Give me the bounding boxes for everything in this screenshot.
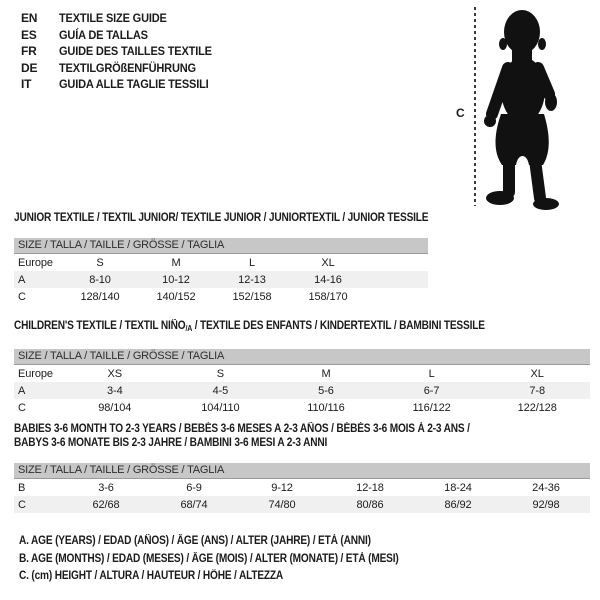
size-cell: M bbox=[171, 256, 181, 269]
value-cell: 158/170 bbox=[308, 290, 348, 303]
language-title: GUIDE DES TAILLES TEXTILE bbox=[59, 44, 212, 58]
value-cell: 12-18 bbox=[356, 481, 384, 494]
size-cell: M bbox=[321, 367, 331, 380]
height-measure-label: C bbox=[456, 106, 465, 120]
value-cell: 140/152 bbox=[156, 290, 196, 303]
language-title: GUÍA DE TALLAS bbox=[59, 27, 148, 42]
language-list bbox=[21, 10, 225, 93]
table-row bbox=[14, 365, 590, 382]
value-cell: 92/98 bbox=[532, 498, 560, 511]
value-cell: 80/86 bbox=[356, 498, 384, 511]
junior-table bbox=[14, 254, 428, 305]
table-row bbox=[14, 254, 428, 271]
value-cell: 6-9 bbox=[186, 481, 202, 494]
table-row bbox=[14, 271, 428, 288]
children-title-pre: CHILDREN'S TEXTILE / TEXTIL NIÑO bbox=[14, 320, 186, 332]
value-cell: 14-16 bbox=[314, 273, 342, 286]
size-cell: XL bbox=[321, 256, 335, 269]
value-cell: 74/80 bbox=[268, 498, 296, 511]
language-row-de bbox=[21, 60, 225, 77]
value-cell: 122/128 bbox=[517, 401, 557, 414]
row-header-cell: Europe bbox=[18, 367, 53, 380]
language-title: TEXTILGRÖßENFÜHRUNG bbox=[59, 60, 196, 75]
babies-section bbox=[14, 422, 590, 513]
value-cell: 18-24 bbox=[444, 481, 472, 494]
legend-notes bbox=[19, 533, 450, 586]
language-title: TEXTILE SIZE GUIDE bbox=[59, 11, 167, 25]
babies-table-title-line2: BABYS 3-6 MONATE BIS 2-3 JAHRE / BAMBINI 3-6 MESI A 2-3 ANNI bbox=[14, 437, 328, 449]
children-table-title bbox=[14, 319, 521, 336]
size-cell: S bbox=[96, 256, 104, 269]
children-table bbox=[14, 365, 590, 416]
value-cell: 10-12 bbox=[162, 273, 190, 286]
note-height-cm: C. (cm) HEIGHT / ALTURA / HAUTEUR / HÖHE / ALTEZZA bbox=[19, 570, 284, 582]
babies-size-header: SIZE / TALLA / TAILLE / GRÖSSE / TAGLIA bbox=[14, 463, 590, 479]
value-cell: 12-13 bbox=[238, 273, 266, 286]
table-row bbox=[14, 382, 590, 399]
table-row bbox=[14, 496, 590, 513]
value-cell: 8-10 bbox=[89, 273, 111, 286]
language-row-fr bbox=[21, 43, 225, 60]
junior-section bbox=[14, 211, 428, 305]
table-row bbox=[14, 399, 590, 416]
row-header-cell: B bbox=[18, 481, 26, 494]
value-cell: 110/116 bbox=[307, 401, 345, 414]
height-measure-dashed-line bbox=[474, 7, 476, 206]
note-age-years: A. AGE (YEARS) / EDAD (AÑOS) / ÂGE (ANS) / ALTER (JAHRE) / ETÀ (ANNI) bbox=[19, 535, 371, 547]
row-header-cell: A bbox=[18, 384, 26, 397]
value-cell: 86/92 bbox=[444, 498, 472, 511]
language-code: DE bbox=[21, 60, 38, 75]
table-row bbox=[14, 479, 590, 496]
row-header-cell: C bbox=[18, 401, 26, 414]
language-row-it bbox=[21, 76, 225, 93]
value-cell: 116/122 bbox=[412, 401, 451, 414]
value-cell: 128/140 bbox=[80, 290, 120, 303]
size-cell: L bbox=[428, 367, 435, 380]
note-age-months: B. AGE (MONTHS) / EDAD (MESES) / ÂGE (MOIS) / ALTER (MONATE) / ETÀ (MESI) bbox=[19, 552, 399, 565]
value-cell: 98/104 bbox=[98, 401, 132, 414]
value-cell: 4-5 bbox=[212, 384, 229, 397]
row-header-cell: A bbox=[18, 273, 26, 286]
filler-cell bbox=[366, 288, 428, 305]
value-cell: 5-6 bbox=[318, 384, 334, 397]
value-cell: 7-8 bbox=[529, 384, 545, 397]
value-cell: 3-6 bbox=[98, 481, 114, 494]
value-cell: 152/158 bbox=[232, 290, 272, 303]
value-cell: 9-12 bbox=[271, 481, 293, 494]
value-cell: 104/110 bbox=[201, 401, 240, 414]
filler-cell bbox=[366, 254, 428, 271]
children-title-post: / TEXTILE DES ENFANTS / KINDERTEXTIL / BAMBINI TESSILE bbox=[192, 320, 485, 332]
language-code: ES bbox=[21, 27, 37, 42]
value-cell: 24-36 bbox=[532, 481, 560, 494]
value-cell: 62/68 bbox=[92, 498, 120, 511]
size-cell: XL bbox=[530, 367, 544, 380]
row-header-cell: C bbox=[18, 498, 26, 511]
size-cell: S bbox=[216, 367, 225, 380]
language-code: IT bbox=[21, 77, 32, 91]
size-cell: XS bbox=[107, 367, 123, 380]
language-title: GUIDA ALLE TAGLIE TESSILI bbox=[59, 77, 209, 91]
language-code: EN bbox=[21, 11, 38, 25]
babies-table bbox=[14, 479, 590, 513]
value-cell: 6-7 bbox=[423, 384, 440, 397]
value-cell: 3-4 bbox=[106, 384, 123, 397]
junior-size-header: SIZE / TALLA / TAILLE / GRÖSSE / TAGLIA bbox=[14, 238, 428, 254]
children-size-header: SIZE / TALLA / TAILLE / GRÖSSE / TAGLIA bbox=[14, 349, 590, 365]
row-header-cell: Europe bbox=[18, 256, 53, 269]
table-row bbox=[14, 288, 428, 305]
language-code: FR bbox=[21, 44, 37, 58]
toddler-silhouette bbox=[482, 2, 599, 214]
value-cell: 68/74 bbox=[180, 498, 208, 511]
children-title-subscript: /A bbox=[185, 324, 193, 333]
row-header-cell: C bbox=[18, 290, 26, 303]
children-section bbox=[14, 319, 590, 416]
language-row-es bbox=[21, 27, 225, 44]
junior-table-title: JUNIOR TEXTILE / TEXTIL JUNIOR/ TEXTILE JUNIOR / JUNIORTEXTIL / JUNIOR TESSILE bbox=[14, 212, 429, 224]
size-cell: L bbox=[248, 256, 256, 269]
babies-table-title-line1: BABIES 3-6 MONTH TO 2-3 YEARS / BEBÉS 3-6 MESES A 2-3 AÑOS / BÉBÉS 3-6 MOIS À 2-3 ANS / bbox=[14, 423, 470, 435]
filler-cell bbox=[366, 271, 428, 288]
language-row-en bbox=[21, 10, 225, 27]
